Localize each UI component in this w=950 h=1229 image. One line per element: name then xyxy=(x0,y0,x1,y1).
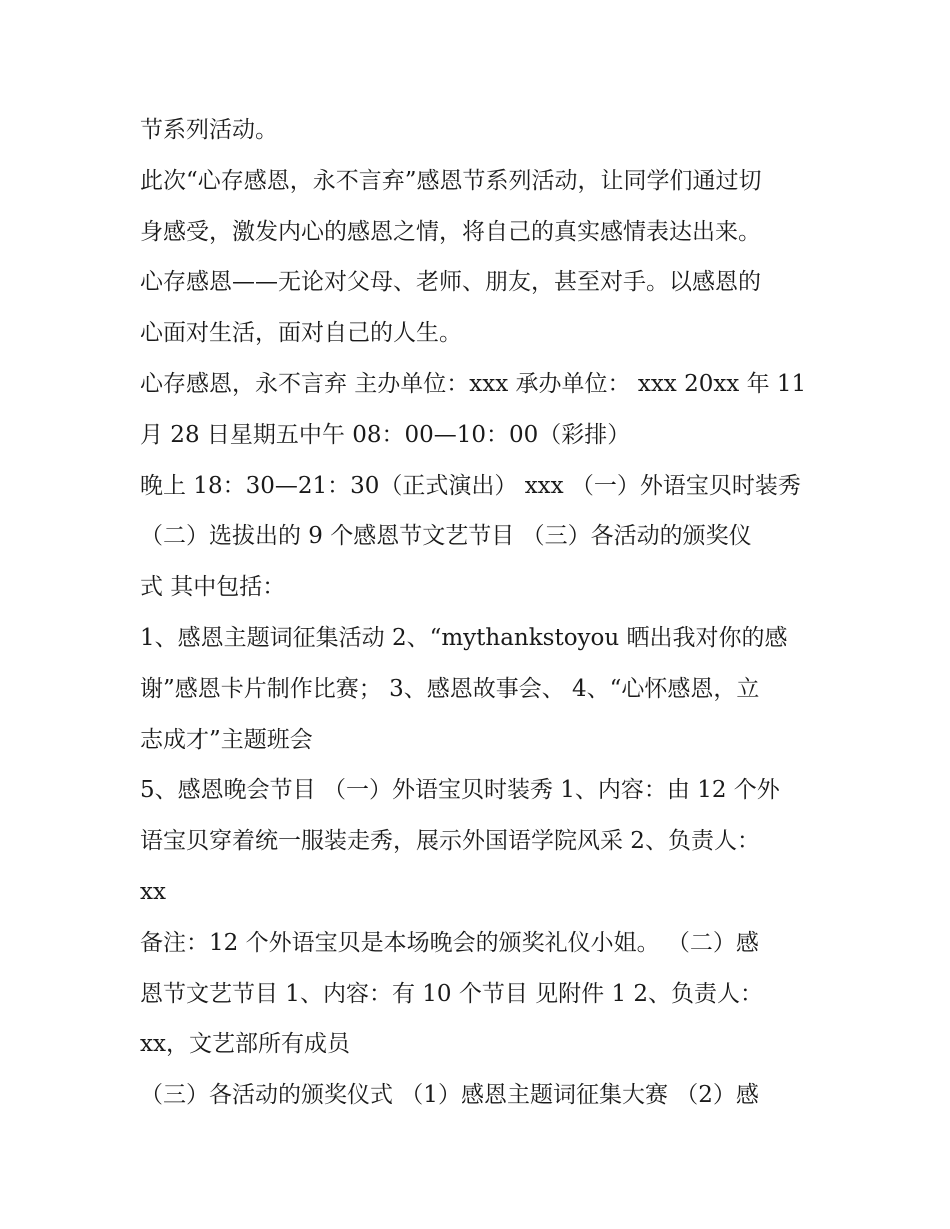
text-line-13: 志成才”主题班会 xyxy=(140,726,313,753)
text-line-2: 此次“心存感恩，永不言弃”感恩节系列活动，让同学们通过切 xyxy=(140,167,762,194)
text-line-6: 心存感恩，永不言弃 主办单位：xxx 承办单位： xxx 20xx 年 11 xyxy=(140,370,807,397)
text-line-20: （三）各活动的颁奖仪式 （1）感恩主题词征集大赛 （2）感 xyxy=(140,1082,759,1109)
text-line-9: （二）选拔出的 9 个感恩节文艺节目 （三）各活动的颁奖仪 xyxy=(140,523,752,550)
text-line-5: 心面对生活，面对自己的人生。 xyxy=(140,320,462,347)
text-line-11: 1、感恩主题词征集活动 2、“mythankstoyou 晒出我对你的感 xyxy=(140,624,788,651)
text-line-16: xx xyxy=(140,878,166,905)
text-line-7: 月 28 日星期五中午 08：00—10：00（彩排） xyxy=(140,421,631,448)
document-text-body xyxy=(140,105,820,1121)
text-line-12: 谢”感恩卡片制作比赛； 3、感恩故事会、 4、“心怀感恩，立 xyxy=(140,675,760,702)
text-line-15: 语宝贝穿着统一服装走秀，展示外国语学院风采 2、负责人： xyxy=(140,828,760,855)
text-line-4: 心存感恩——无论对父母、老师、朋友，甚至对手。以感恩的 xyxy=(140,269,761,296)
text-line-1: 节系列活动。 xyxy=(140,117,278,143)
text-line-10: 式 其中包括： xyxy=(140,574,286,601)
text-line-17: 备注：12 个外语宝贝是本场晚会的颁奖礼仪小姐。 （二）感 xyxy=(140,929,759,956)
text-line-18: 恩节文艺节目 1、内容：有 10 个节目 见附件 1 2、负责人： xyxy=(140,980,764,1007)
text-line-8: 晚上 18：30—21：30（正式演出） xxx （一）外语宝贝时装秀 xyxy=(140,472,801,499)
text-line-3: 身感受，激发内心的感恩之情，将自己的真实感情表达出来。 xyxy=(140,218,761,245)
text-line-19: xx，文艺部所有成员 xyxy=(140,1031,350,1058)
text-line-14: 5、感恩晚会节目 （一）外语宝贝时装秀 1、内容：由 12 个外 xyxy=(140,777,780,804)
